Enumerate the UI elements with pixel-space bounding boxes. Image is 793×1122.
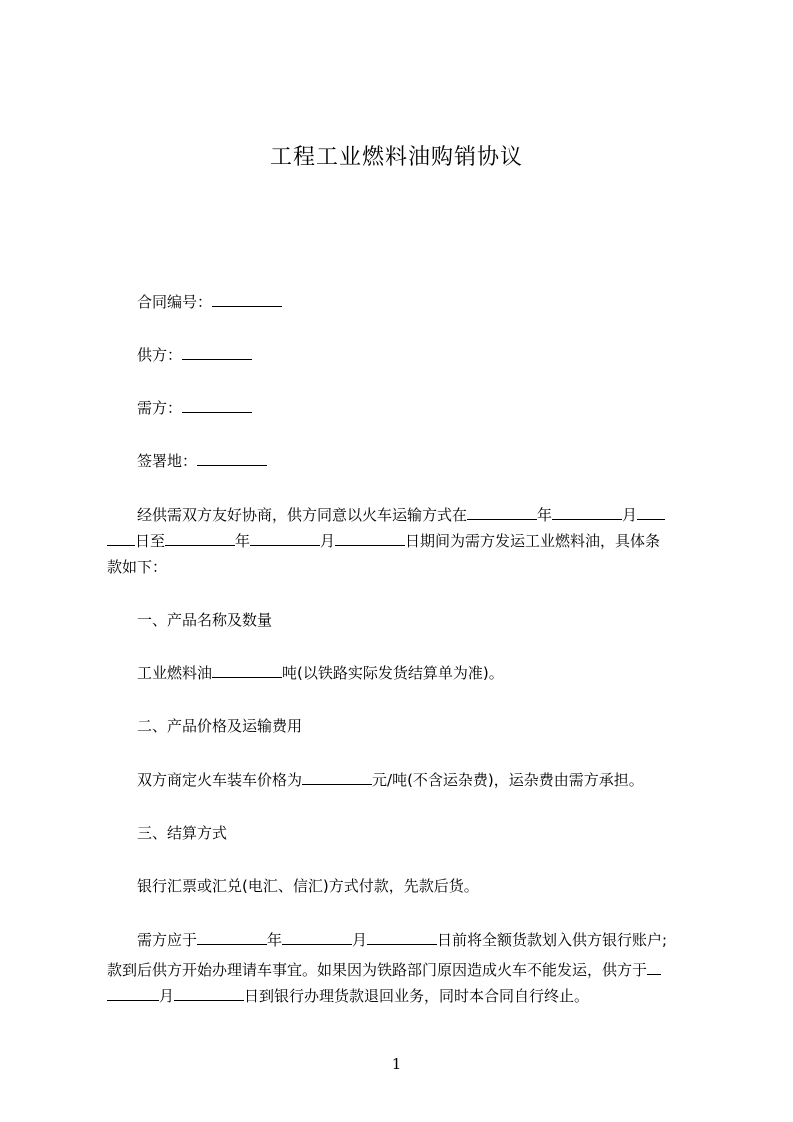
section-3-text: 银行汇票或汇兑(电汇、信汇)方式付款，先款后货。	[137, 877, 479, 895]
payment-day-blank	[367, 928, 437, 945]
price-unit-text: 元/吨(不含运杂费)，运杂费由需方承担。	[372, 771, 644, 789]
section-3-heading: 三、结算方式	[137, 824, 228, 842]
quantity-unit-text: 吨(以铁路实际发货结算单为准)。	[282, 664, 504, 682]
refund-termination-text: 日到银行办理货款退回业务，同时本合同自行终止。	[244, 987, 590, 1005]
intro-year-blank-2	[165, 529, 235, 546]
buyer-label: 需方：	[137, 399, 183, 417]
payment-line-3	[107, 983, 589, 1009]
signing-place-label: 签署地：	[137, 452, 198, 470]
refund-month-blank-a	[647, 958, 661, 975]
payment-year-unit: 年	[267, 931, 283, 949]
page-number: 1	[391, 1055, 402, 1073]
price-text: 双方商定火车装车价格为	[137, 771, 303, 789]
intro-month-blank-2	[250, 529, 320, 546]
section-1-text	[137, 660, 504, 686]
refund-month-blank-b	[107, 984, 159, 1001]
contract-number-blank	[212, 290, 282, 307]
signing-place-blank	[197, 449, 267, 466]
contract-number-line	[137, 289, 282, 315]
intro-day-blank-2	[335, 529, 405, 546]
payment-due-text: 需方应于	[137, 931, 198, 949]
intro-month-unit-2: 月	[320, 532, 336, 550]
buyer-line	[137, 395, 252, 421]
section-2-heading: 二、产品价格及运输费用	[137, 717, 303, 735]
intro-day-blank-1b	[107, 529, 135, 546]
signing-place-line	[137, 448, 267, 474]
supplier-label: 供方：	[137, 346, 183, 364]
refund-month-unit: 月	[159, 987, 175, 1005]
intro-month-blank-1	[552, 503, 622, 520]
intro-year-unit-2: 年	[235, 532, 251, 550]
payment-line-2	[107, 957, 661, 983]
intro-day-until: 日至	[135, 532, 166, 550]
intro-text: 经供需双方友好协商，供方同意以火车运输方式在	[137, 506, 468, 524]
intro-year-blank-1	[467, 503, 537, 520]
payment-line-1	[137, 927, 667, 953]
contract-number-label: 合同编号：	[137, 293, 213, 311]
intro-line-2	[107, 528, 660, 554]
intro-line-3	[107, 554, 167, 580]
intro-line-1	[137, 502, 665, 528]
refund-condition-text: 款到后供方开始办理请车事宜。如果因为铁路部门原因造成火车不能发运，供方于	[107, 961, 648, 979]
section-1-heading: 一、产品名称及数量	[137, 611, 273, 629]
payment-month-blank	[282, 928, 352, 945]
intro-period-text: 日期间为需方发运工业燃料油，具体条	[405, 532, 661, 550]
payment-account-text: 日前将全额货款划入供方银行账户;	[437, 931, 668, 949]
intro-month-unit: 月	[622, 506, 638, 524]
price-blank	[302, 768, 372, 785]
quantity-blank	[212, 661, 282, 678]
intro-day-blank-1a	[637, 503, 665, 520]
supplier-blank	[182, 343, 252, 360]
payment-year-blank	[197, 928, 267, 945]
buyer-blank	[182, 396, 252, 413]
intro-terms-text: 款如下：	[107, 558, 168, 576]
refund-day-blank	[174, 984, 244, 1001]
intro-year-unit: 年	[537, 506, 553, 524]
product-name: 工业燃料油	[137, 664, 213, 682]
supplier-line	[137, 342, 252, 368]
document-title: 工程工业燃料油购销协议	[269, 145, 523, 170]
section-2-text	[137, 767, 644, 793]
payment-month-unit: 月	[352, 931, 368, 949]
